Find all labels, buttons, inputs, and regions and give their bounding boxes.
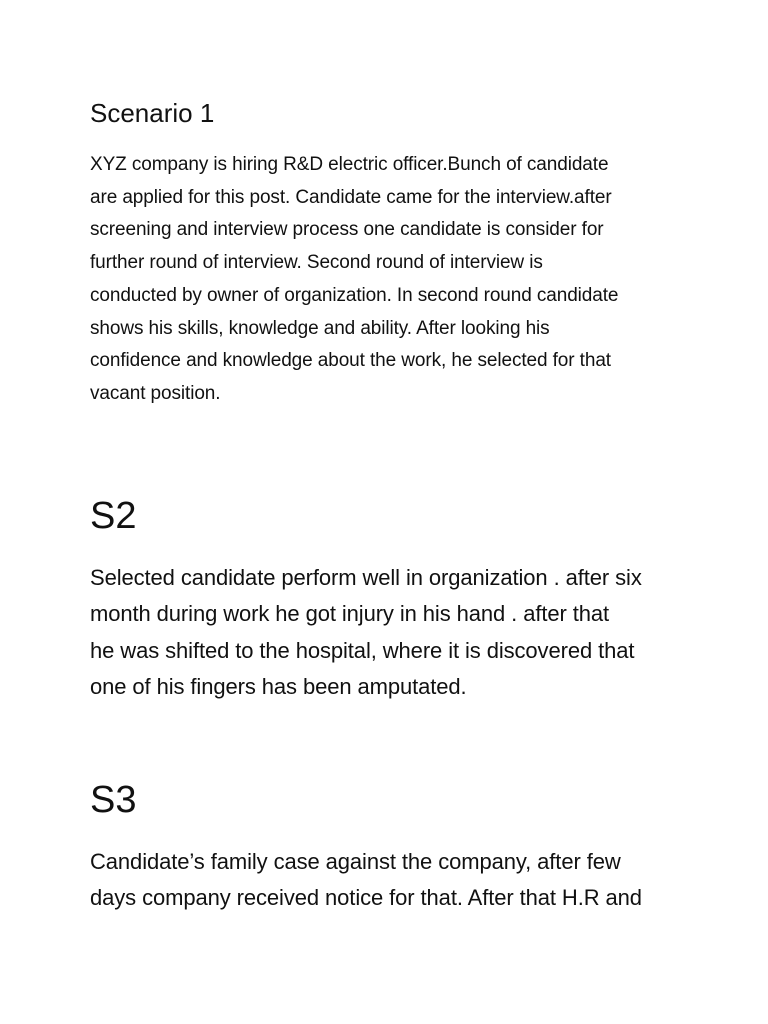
paragraph-line: Selected candidate perform well in organization . after six: [90, 565, 642, 590]
section-paragraph: [90, 560, 690, 705]
paragraph-line: are applied for this post. Candidate came for the interview.after: [90, 186, 612, 208]
paragraph-line: Candidate’s family case against the company, after few: [90, 849, 621, 874]
section-heading: S3: [90, 779, 137, 821]
paragraph-line: shows his skills, knowledge and ability. After looking his: [90, 317, 550, 339]
paragraph-line: one of his fingers has been amputated.: [90, 673, 467, 699]
section-heading: Scenario 1: [90, 98, 215, 128]
section-paragraph: [90, 844, 690, 917]
paragraph-line: confidence and knowledge about the work, he selected for that: [90, 350, 611, 372]
paragraph-line: further round of interview. Second round of interview is: [90, 252, 543, 274]
section-paragraph: [90, 149, 690, 411]
paragraph-line: month during work he got injury in his hand . after that: [90, 601, 610, 627]
paragraph-line: days company received notice for that. After that H.R and: [90, 885, 642, 911]
paragraph-line: vacant position.: [90, 382, 221, 404]
section-heading: S2: [90, 495, 137, 537]
section-s3: [90, 778, 690, 917]
section-scenario-1: [90, 96, 690, 411]
paragraph-line: XYZ company is hiring R&D electric officer.Bunch of candidate: [90, 154, 609, 175]
section-s2: [90, 494, 690, 705]
paragraph-line: screening and interview process one candidate is consider for: [90, 219, 604, 241]
paragraph-line: he was shifted to the hospital, where it is discovered that: [90, 637, 635, 663]
paragraph-line: conducted by owner of organization. In second round candidate: [90, 284, 619, 306]
